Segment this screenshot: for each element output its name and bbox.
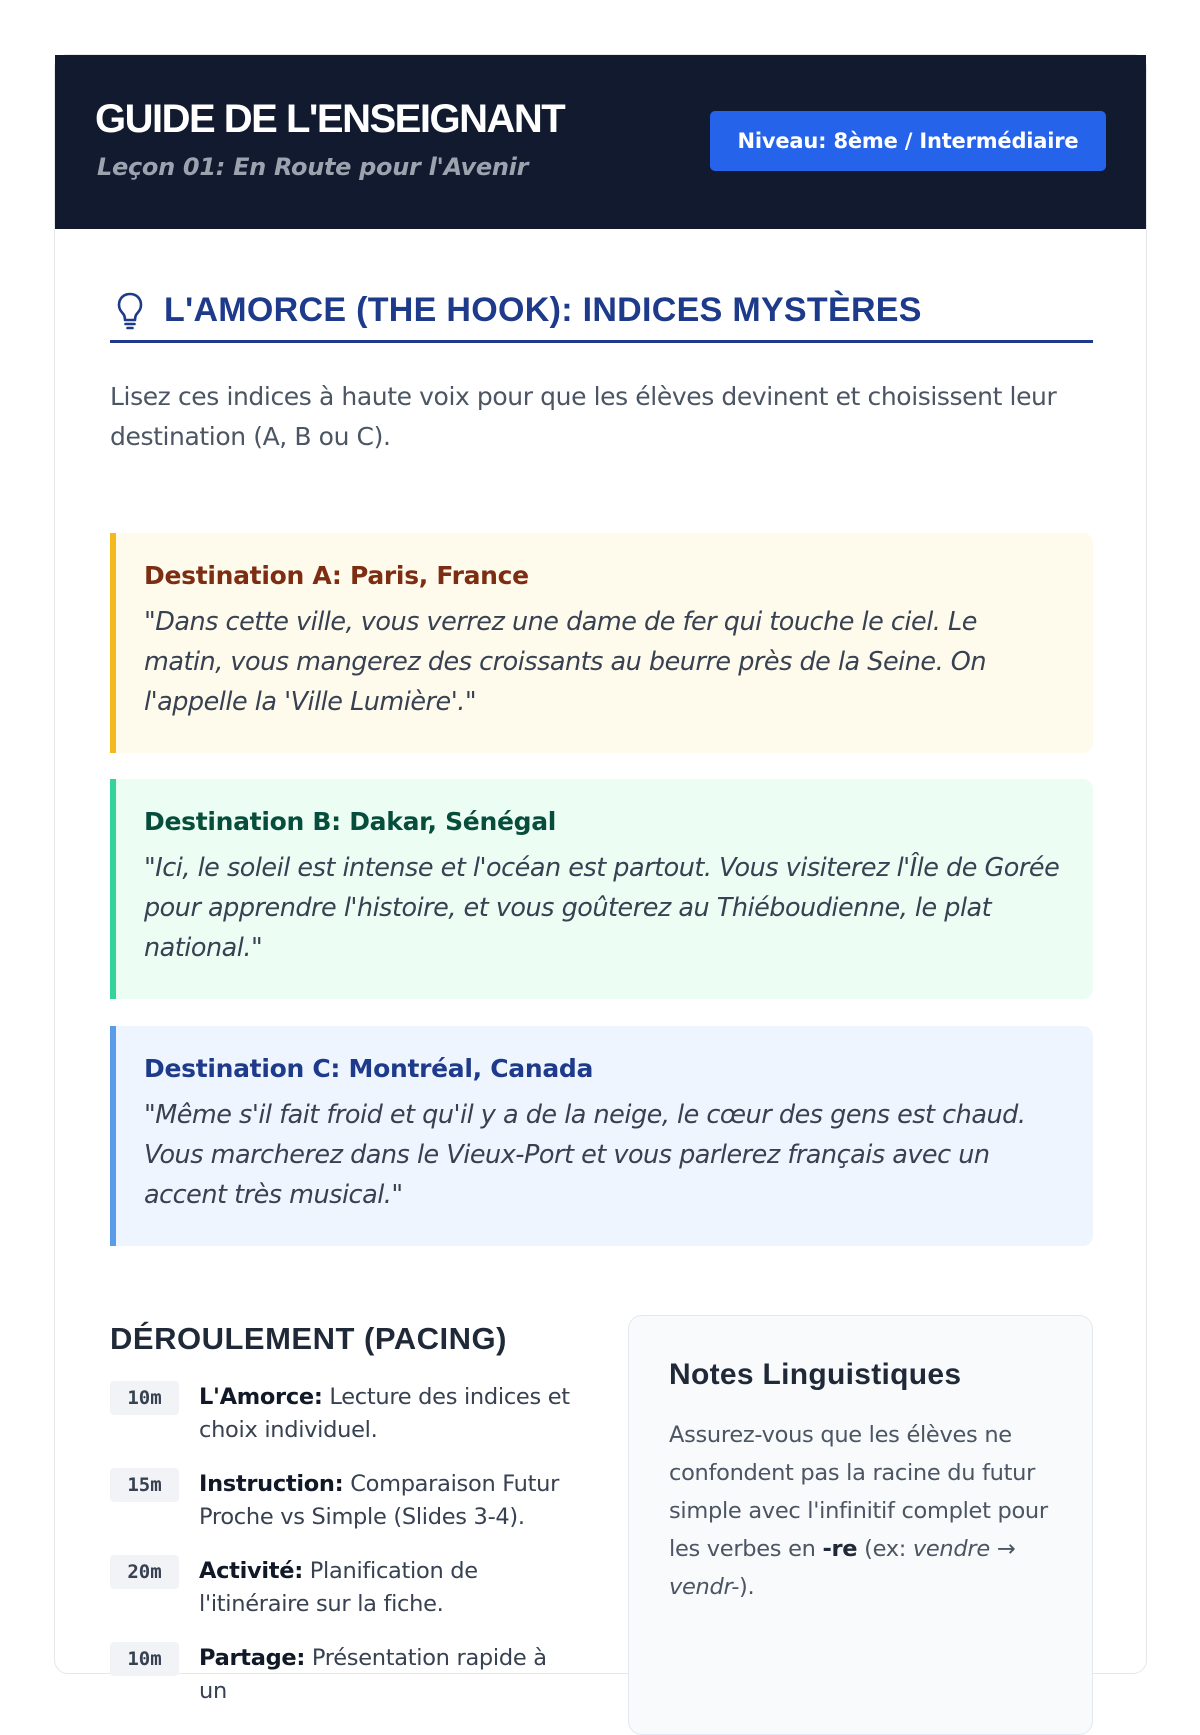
clue-card-c xyxy=(110,1026,1093,1246)
notes-text: (ex: xyxy=(857,1536,913,1562)
lightbulb-icon xyxy=(116,291,144,331)
pacing-label: Partage: xyxy=(199,1645,306,1671)
clue-destination-name: Destination A: Paris, France xyxy=(144,561,529,590)
notes-body xyxy=(669,1416,1052,1606)
pacing-text: Planification de l'itinéraire sur la fiche. xyxy=(199,1558,478,1617)
pacing-item xyxy=(110,1468,580,1555)
pacing-description xyxy=(199,1555,579,1621)
pacing-label: Activité: xyxy=(199,1558,303,1584)
guide-header xyxy=(55,55,1146,229)
clue-destination-name: Destination B: Dakar, Sénégal xyxy=(144,807,557,836)
pacing-time-badge: 10m xyxy=(110,1381,179,1415)
notes-example: vendre → vendr- xyxy=(669,1536,1016,1600)
pacing-description xyxy=(199,1381,579,1447)
pacing-time-badge: 10m xyxy=(110,1642,179,1676)
hook-section-header xyxy=(110,287,1093,343)
clue-text: "Dans cette ville, vous verrez une dame de fer qui touche le ciel. Le matin, vous mangerez des croissants au beurre près de la Seine. On l'appelle la 'Ville Lumière'." xyxy=(144,607,987,717)
notes-text: Assurez-vous que les élèves ne confondent pas la racine du futur simple avec l'infinitif complet pour les verbes en xyxy=(669,1422,1048,1562)
pacing-label: Instruction: xyxy=(199,1471,344,1497)
pacing-item xyxy=(110,1642,580,1729)
clue-text: "Ici, le soleil est intense et l'océan est partout. Vous visiterez l'Île de Gorée pour apprendre l'histoire, et vous goûterez au Thiéboudienne, le plat national." xyxy=(144,853,1060,963)
clue-text: "Même s'il fait froid et qu'il y a de la neige, le cœur des gens est chaud. Vous marcherez dans le Vieux-Port et vous parlerez français avec un accent très musical." xyxy=(144,1100,1026,1210)
teacher-guide-card xyxy=(54,54,1147,1704)
pacing-time-badge: 20m xyxy=(110,1555,179,1589)
pacing-text: Comparaison Futur Proche vs Simple (Slides 3-4). xyxy=(199,1471,560,1530)
linguistic-notes-panel xyxy=(628,1315,1093,1735)
notes-emphasis: -re xyxy=(822,1536,858,1562)
pacing-description xyxy=(199,1468,579,1534)
pacing-time-badge: 15m xyxy=(110,1468,179,1502)
pacing-text: Présentation rapide à un xyxy=(199,1645,547,1704)
notes-text: ). xyxy=(739,1574,755,1600)
lesson-subtitle: Leçon 01: En Route pour l'Avenir xyxy=(97,153,529,181)
page-title: GUIDE DE L'ENSEIGNANT xyxy=(95,97,565,141)
clue-card-a xyxy=(110,533,1093,753)
notes-title: Notes Linguistiques xyxy=(669,1358,962,1391)
pacing-item xyxy=(110,1381,580,1468)
level-badge: Niveau: 8ème / Intermédiaire xyxy=(710,111,1106,171)
pacing-description xyxy=(199,1642,579,1708)
pacing-title: DÉROULEMENT (PACING) xyxy=(110,1321,507,1356)
hook-intro: Lisez ces indices à haute voix pour que les élèves devinent et choisissent leur destination (A, B ou C). xyxy=(110,382,1057,451)
pacing-label: L'Amorce: xyxy=(199,1384,323,1410)
hook-title: L'AMORCE (THE HOOK): INDICES MYSTÈRES xyxy=(164,291,922,329)
clue-card-b xyxy=(110,779,1093,999)
pacing-text: Lecture des indices et choix individuel. xyxy=(199,1384,570,1443)
clue-destination-name: Destination C: Montréal, Canada xyxy=(144,1054,594,1083)
pacing-list xyxy=(110,1381,580,1729)
pacing-item xyxy=(110,1555,580,1642)
